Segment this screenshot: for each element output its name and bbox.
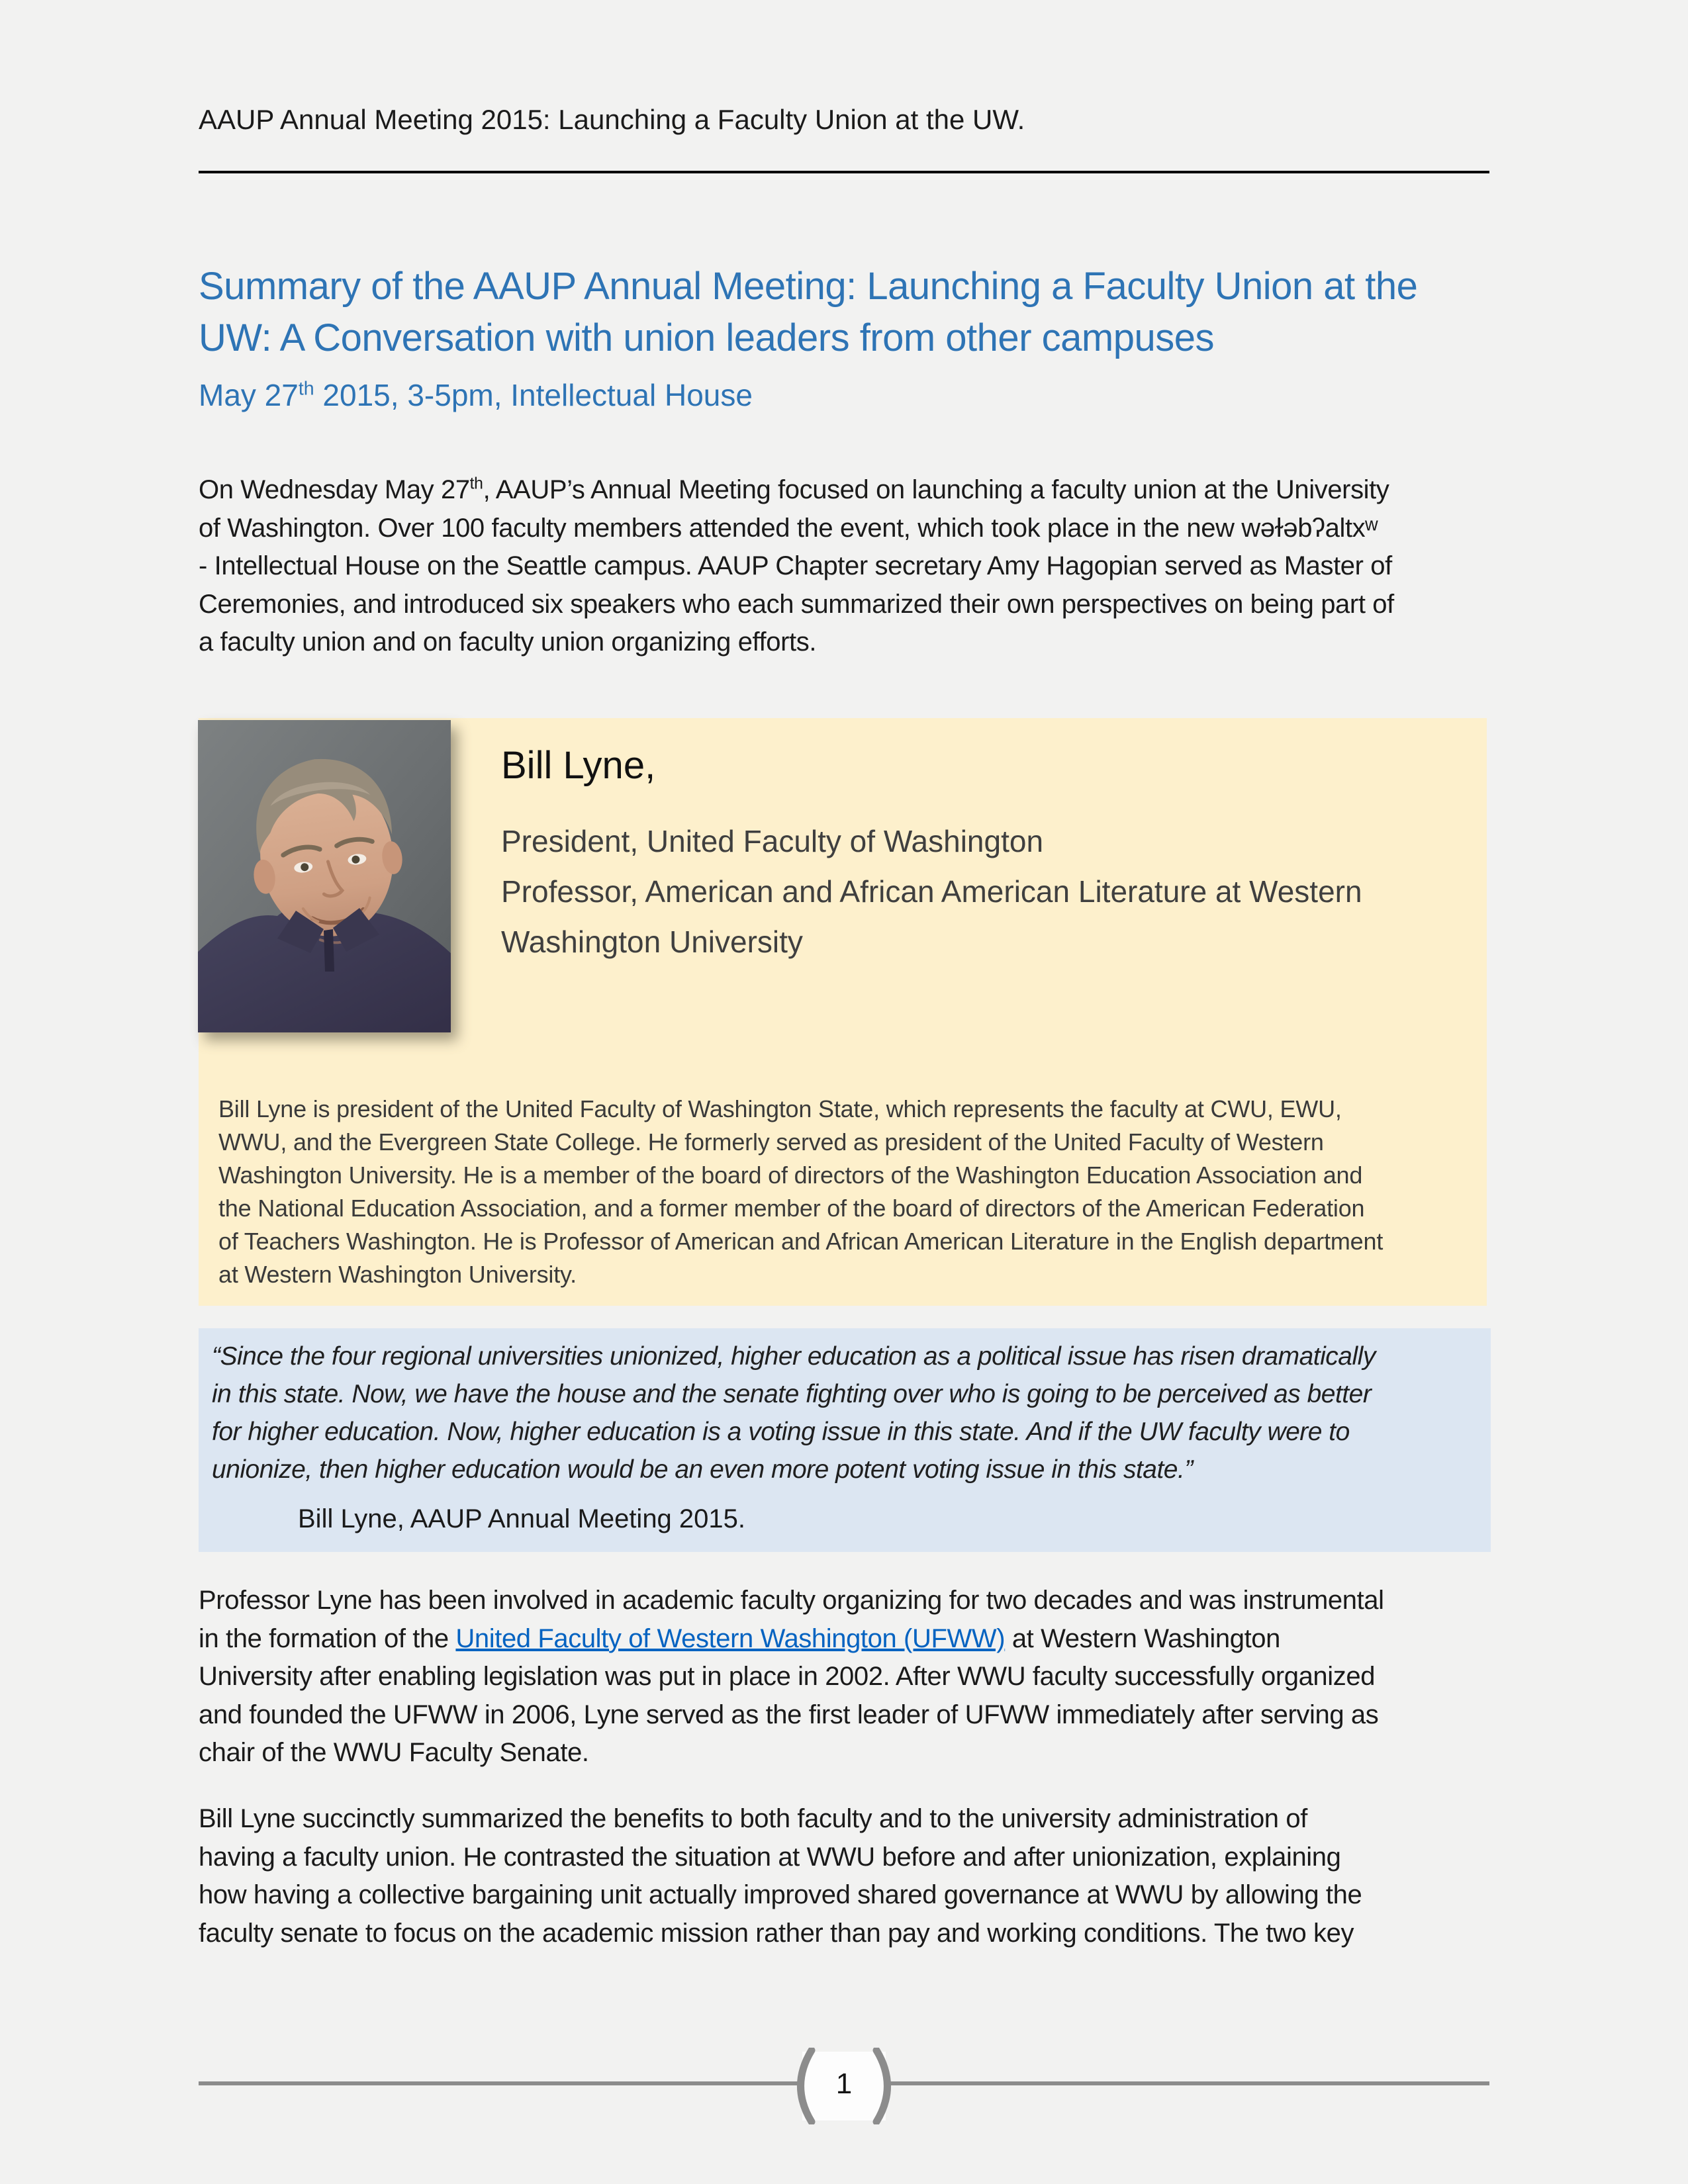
header-rule <box>199 171 1489 173</box>
document-subtitle: May 27th 2015, 3-5pm, Intellectual House <box>199 378 753 412</box>
speaker-bio: Bill Lyne is president of the United Faculty of Washington State, which represents the faculty at CWU, EWU, WWU, and the Evergreen State College. He formerly served as president of the United Faculty of Western Washington University. He is a member of the board of directors of the Washington Education Association and the National Education Association, and a former member of the board of directors of the American Federation of Teachers Washington. He is Professor of American and African American Literature in the English department at Western Washington University. <box>218 1095 1383 1288</box>
pull-quote-text: “Since the four regional universities unionized, higher education as a political issue has risen dramatically in this state. Now, we have the house and the senate fighting over who is going to be perceived as better for higher education. Now, higher education is a voting issue in this state. And if the UW faculty were to unionize, then higher education would be an even more potent voting issue in this state.” <box>212 1342 1376 1484</box>
bill-lyne-photo <box>198 720 451 1032</box>
pull-quote-box <box>199 1328 1491 1552</box>
ufww-paragraph: Professor Lyne has been involved in academic faculty organizing for two decades and was instrumental in the formation of the United Faculty of Western Washington (UFWW) at Western Washington University after enabling legislation was put in place in 2002. After WWU faculty successfully organized and founded the UFWW in 2006, Lyne served as the first leader of UFWW immediately after serving as chair of the WWU Faculty Senate. <box>199 1586 1384 1767</box>
speaker-profile-box <box>199 718 1487 1306</box>
speaker-name-heading: Bill Lyne, <box>501 744 656 787</box>
ufww-hyperlink[interactable]: United Faculty of Western Washington (UFWW) <box>455 1623 1006 1653</box>
page-number-box <box>788 2048 900 2124</box>
intro-paragraph: On Wednesday May 27th, AAUP’s Annual Meeting focused on launching a faculty union at the University of Washington. Over 100 faculty members attended the event, which took place in the new wəɫəbʔaltxʷ - Intellectual House on the Seattle campus. AAUP Chapter secretary Amy Hagopian served as Master of Ceremonies, and introduced six speakers who each summarized their own perspectives on being part of a faculty union and on faculty union organizing efforts. <box>199 475 1394 657</box>
benefits-paragraph: Bill Lyne succinctly summarized the benefits to both faculty and to the university administration of having a faculty union. He contrasted the situation at WWU before and after unionization, explaining how having a collective bargaining unit actually improved shared governance at WWU by allowing the faculty senate to focus on the academic mission rather than pay and working conditions. The two key <box>199 1804 1362 1948</box>
page-number: 1 <box>835 2068 853 2100</box>
running-header: AAUP Annual Meeting 2015: Launching a Faculty Union at the UW. <box>199 104 1025 135</box>
document-title: Summary of the AAUP Annual Meeting: Launching a Faculty Union at the UW: A Conversation with union leaders from other campuses <box>199 265 1418 359</box>
pull-quote-attribution: Bill Lyne, AAUP Annual Meeting 2015. <box>298 1504 746 1533</box>
speaker-roles: President, United Faculty of Washington Professor, American and African American Literature at Western Washington University <box>501 824 1362 959</box>
